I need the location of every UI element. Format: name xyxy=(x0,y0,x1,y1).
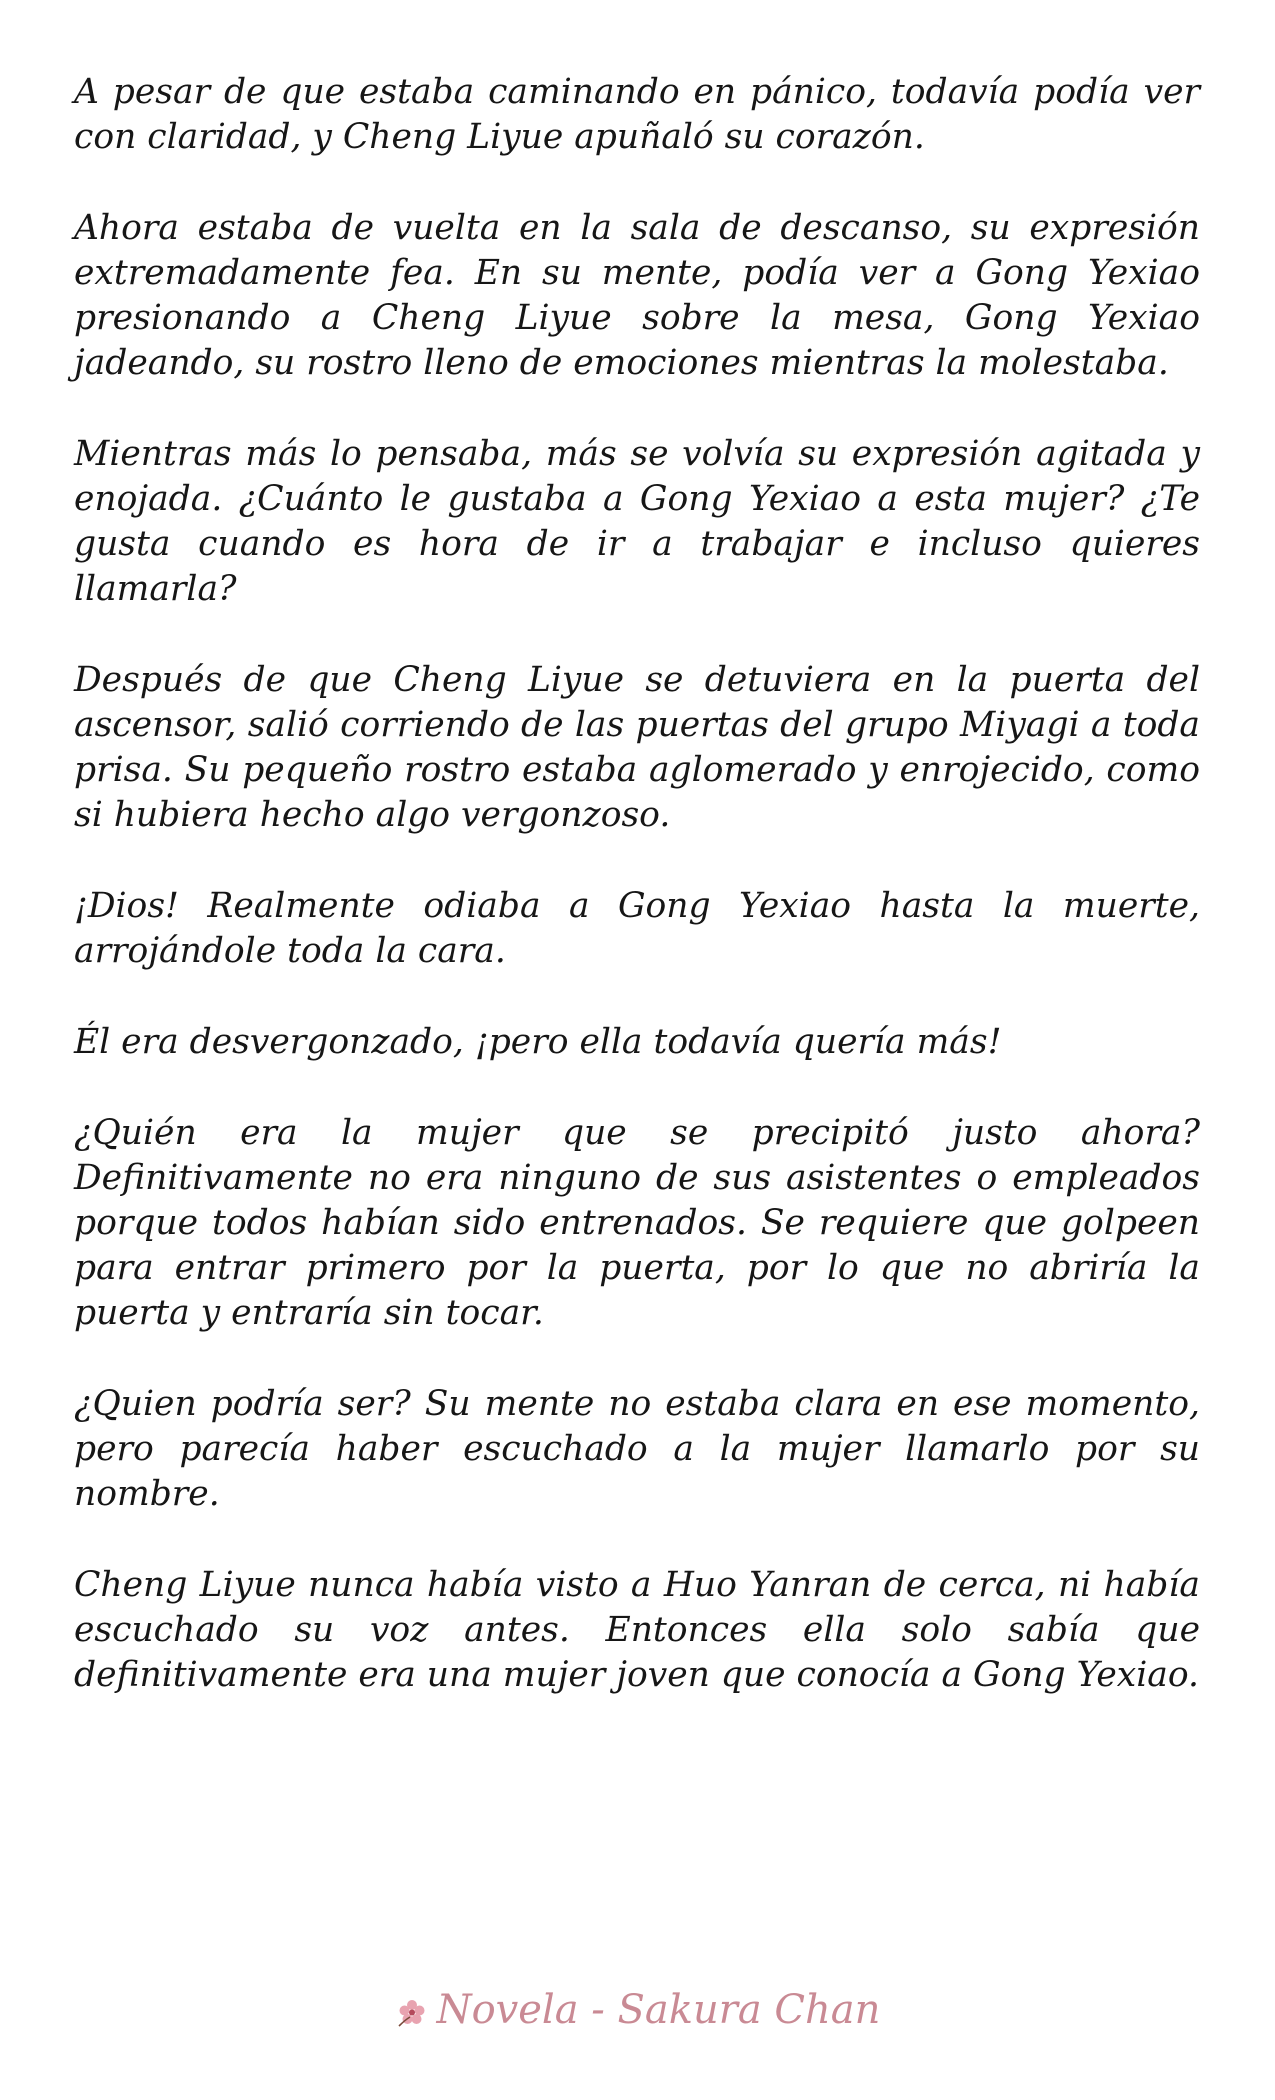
paragraph: A pesar de que estaba caminando en pánico, todavía podía ver con claridad, y Cheng Liyue apuñaló su corazón. xyxy=(74,72,1200,157)
paragraph: ¡Dios! Realmente odiaba a Gong Yexiao hasta la muerte, arrojándole toda la cara. xyxy=(74,886,1200,971)
paragraph: Ahora estaba de vuelta en la sala de descanso, su expresión extremadamente fea. En su mente, podía ver a Gong Yexiao presionando a Cheng Liyue sobre la mesa, Gong Yexiao jadeando, su rostro lleno de emociones mientras la molestaba. xyxy=(74,208,1200,383)
paragraph: Mientras más lo pensaba, más se volvía su expresión agitada y enojada. ¿Cuánto le gustaba a Gong Yexiao a esta mujer? ¿Te gusta cuando es hora de ir a trabajar e incluso quieres llamarla? xyxy=(74,434,1200,609)
paragraph: Después de que Cheng Liyue se detuviera en la puerta del ascensor, salió corriendo de las puertas del grupo Miyagi a toda prisa. Su pequeño rostro estaba aglomerado y enrojecido, como si hubiera hecho algo vergonzoso. xyxy=(74,660,1200,835)
footer-text: Novela - Sakura Chan xyxy=(436,1987,881,2033)
paragraph: ¿Quien podría ser? Su mente no estaba clara en ese momento, pero parecía haber escuchado a la mujer llamarlo por su nombre. xyxy=(74,1384,1200,1514)
footer-watermark xyxy=(0,1985,1275,2035)
paragraph: Cheng Liyue nunca había visto a Huo Yanran de cerca, ni había escuchado su voz antes. Entonces ella solo sabía que definitivamente era una mujer joven que conocía a Gong Yexiao. xyxy=(74,1565,1200,1695)
paragraph: ¿Quién era la mujer que se precipitó justo ahora? Definitivamente no era ninguno de sus asistentes o empleados porque todos habían sido entrenados. Se requiere que golpeen para entrar primero por la puerta, por lo que no abriría la puerta y entraría sin tocar. xyxy=(74,1113,1200,1333)
sakura-flower-icon xyxy=(395,1992,429,2026)
chapter-text xyxy=(74,70,1200,1744)
paragraph: Él era desvergonzado, ¡pero ella todavía quería más! xyxy=(74,1022,1002,1062)
